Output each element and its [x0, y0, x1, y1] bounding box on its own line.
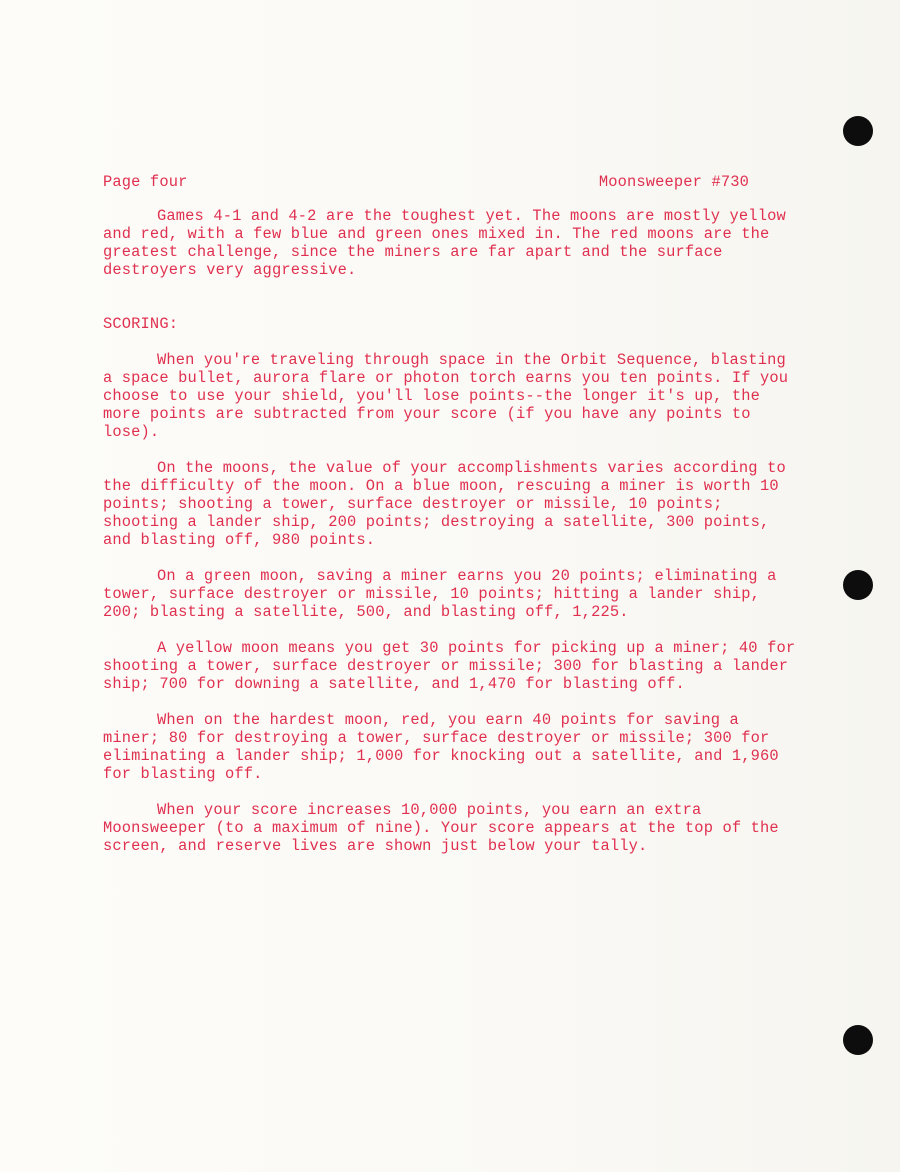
scoring-paragraph-red-moon: When on the hardest moon, red, you earn 40 points for saving a miner; 80 for destroying a tower, surface destroyer or missile; 300 for eliminating a lander ship; 1,000 for knocking out a satellite, and 1,960 for blasting off. — [103, 711, 779, 783]
section-heading-scoring: SCORING: — [103, 315, 179, 333]
scoring-paragraph-green-moon: On a green moon, saving a miner earns you 20 points; eliminating a tower, surface destroyer or missile, 10 points; hitting a lander ship, 200; blasting a satellite, 500, and blasting off, 1,225. — [103, 567, 777, 621]
page-header — [103, 172, 749, 192]
page-body — [103, 207, 803, 873]
scoring-paragraph-yellow-moon: A yellow moon means you get 30 points for picking up a miner; 40 for shooting a tower, surface destroyer or missile; 300 for blasting a lander ship; 700 for downing a satellite, and 1,470 for blasting off. — [103, 639, 796, 693]
binder-hole-bottom — [843, 1025, 873, 1055]
page-number: Page four — [103, 173, 188, 191]
document-title: Moonsweeper #730 — [598, 173, 749, 191]
binder-hole-middle — [843, 570, 873, 600]
intro-paragraph: Games 4-1 and 4-2 are the toughest yet. The moons are mostly yellow and red, with a few blue and green ones mixed in. The red moons are the greatest challenge, since the miners are far apart and the surface destroyers very aggressive. — [103, 207, 786, 279]
scoring-paragraph-extra-life: When your score increases 10,000 points, you earn an extra Moonsweeper (to a maximum of nine). Your score appears at the top of the screen, and reserve lives are shown just below your tally. — [103, 801, 779, 855]
binder-hole-top — [843, 116, 873, 146]
scoring-paragraph-blue-moon: On the moons, the value of your accomplishments varies according to the difficulty of the moon. On a blue moon, rescuing a miner is worth 10 points; shooting a tower, surface destroyer or missile, 10 points; shooting a lander ship, 200 points; destroying a satellite, 300 points, and blasting off, 980 points. — [103, 459, 786, 549]
scoring-paragraph-orbit: When you're traveling through space in the Orbit Sequence, blasting a space bullet, aurora flare or photon torch earns you ten points. If you choose to use your shield, you'll lose points--the longer it's up, the more points are subtracted from your score (if you have any points to lose). — [103, 351, 789, 441]
